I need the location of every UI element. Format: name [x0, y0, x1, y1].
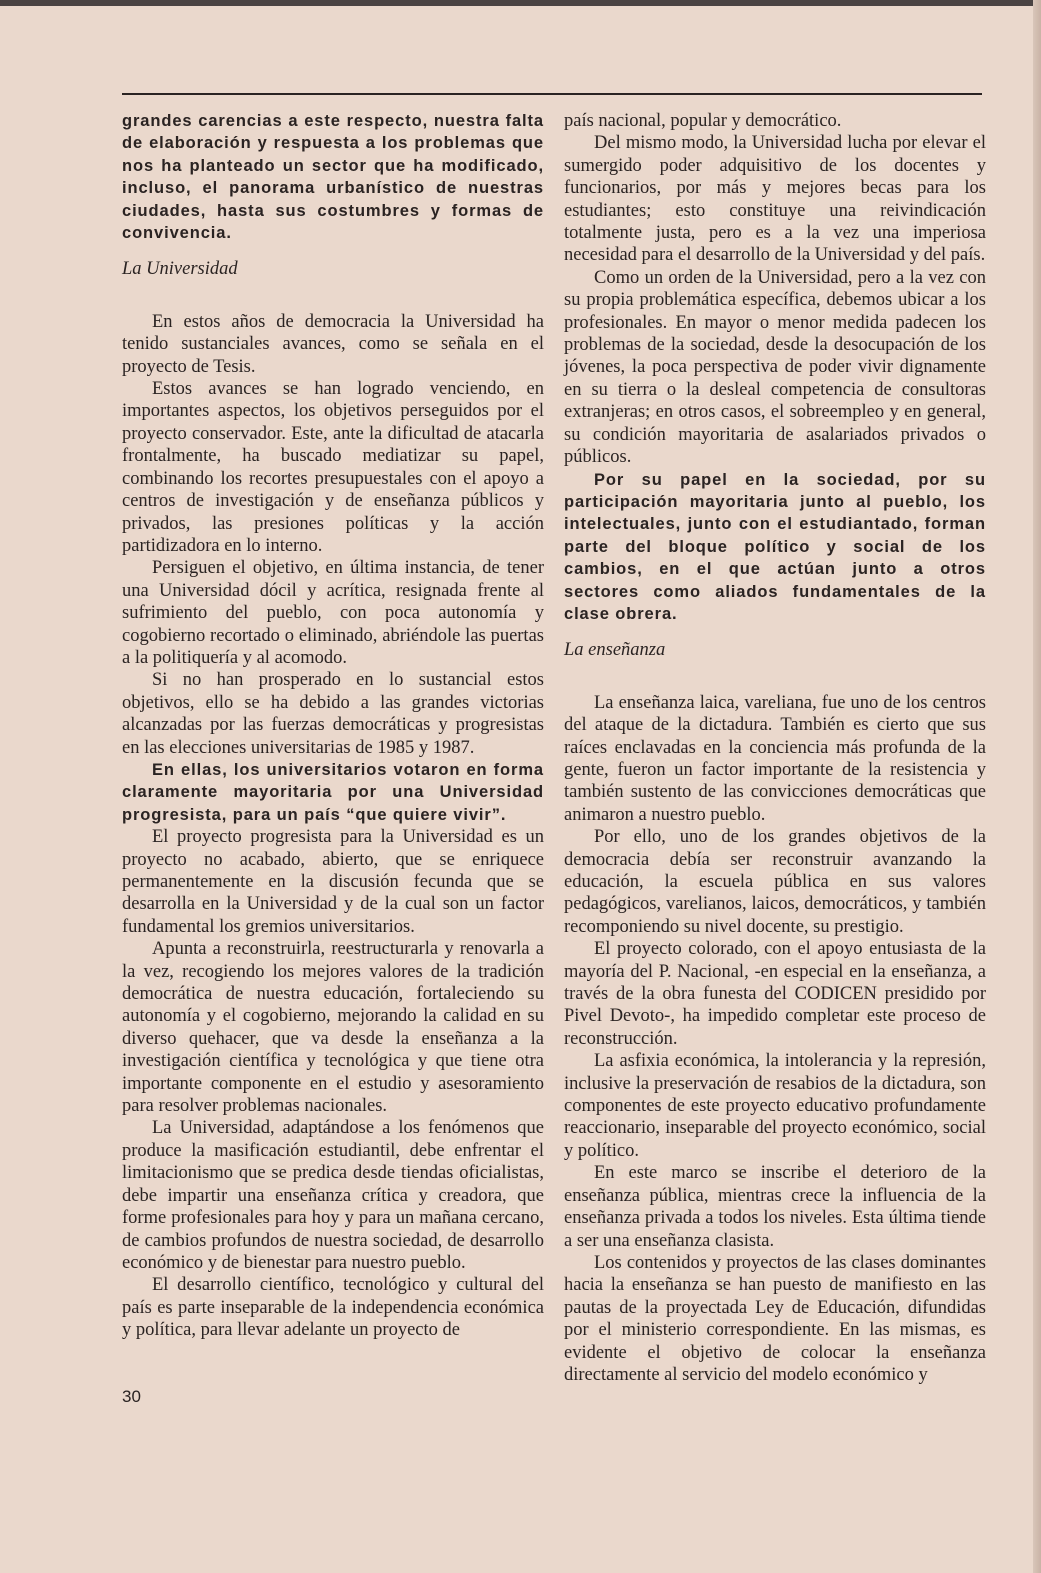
paragraph: La Universidad, adaptándose a los fenómenos que produce la masificación estudiantil, debe enfrentar el limitacionismo que se predica desde tiendas oficialistas, debe impartir una enseñanza crítica y creadora, que forme profesionales para hoy y para un mañana cercano, de cambios profundos de nuestra sociedad, de desarrollo económico y de bienestar para nuestro pueblo.	[122, 1118, 544, 1273]
paragraph: Por ello, uno de los grandes objetivos de la democracia debía ser reconstruir avanzando la educación, la escuela pública en sus valores pedagógicos, varelianos, laicos, democráticos, y también recomponiendo su nivel docente, su prestigio.	[564, 827, 986, 937]
paragraph: La enseñanza laica, vareliana, fue uno de los centros del ataque de la dictadura. También es cierto que sus raíces enclavadas en la conciencia más profunda de la gente, fueron un factor importante de la resistencia y también sustento de las convicciones democráticas que animaron a nuestro pueblo.	[564, 692, 986, 825]
section-heading: La Universidad	[122, 259, 238, 280]
paragraph: Como un orden de la Universidad, pero a la vez con su propia problemática específica, debemos ubicar a los profesionales. En mayor o menor medida padecen los problemas de la sociedad, desde la desocupación de los jóvenes, la poca perspectiva de poder vivir dignamente en su tierra o la desleal competencia de consultoras extranjeras; en otros casos, el sobreempleo y en general, su condición mayoritaria de asalariados privados o públicos.	[564, 267, 986, 468]
paragraph: En estos años de democracia la Universidad ha tenido sustanciales avances, como se señala en el proyecto de Tesis.	[122, 311, 544, 377]
left-column	[122, 110, 544, 1342]
paragraph: Apunta a reconstruirla, reestructurarla y renovarla a la vez, recogiendo los mejores valores de la tradición democrática de nuestra educación, fortaleciendo su autonomía y el cogobierno, mejorando la calidad en su diverso quehacer, que va desde la enseñanza a la investigación científica y tecnológica y que tiene otra importante componente en el estudio y asesoramiento para resolver problemas nacionales.	[122, 939, 544, 1117]
paragraph: El proyecto progresista para la Universidad es un proyecto no acabado, abierto, que se enriquece permanentemente en la discusión fecunda que se desarrolla en la Universidad y de la cual son un factor fundamental los gremios universitarios.	[122, 827, 544, 937]
paragraph: En este marco se inscribe el deterioro de la enseñanza pública, mientras crece la influencia de la enseñanza privada a todos los niveles. Esta última tiende a ser una enseñanza clasista.	[564, 1163, 986, 1251]
page-number: 30	[122, 1387, 141, 1406]
bold-paragraph: En ellas, los universitarios votaron en forma claramente mayoritaria por una Universidad progresista, para un país “que quiere vivir”.	[122, 760, 544, 824]
page-top-edge	[0, 0, 1041, 6]
page-right-edge	[1033, 0, 1041, 1573]
header-rule	[122, 93, 982, 95]
paragraph: Del mismo modo, la Universidad lucha por elevar el sumergido poder adquisitivo de los docentes y funcionarios, por más y mejores becas para los estudiantes; esto constituye una reivindicación totalmente justa, pero es a la vez una imperiosa necesidad para el desarrollo de la Universidad y del país.	[564, 133, 986, 266]
paragraph: Persiguen el objetivo, en última instancia, de tener una Universidad dócil y acrítica, resignada frente al sufrimiento del pueblo, con poca autonomía y cogobierno recortado o eliminado, abriéndole las puertas a la politiquería y al acomodo.	[122, 558, 544, 668]
bold-paragraph: grandes carencias a este respecto, nuestra falta de elaboración y respuesta a los problemas que nos ha planteado un sector que ha modificado, incluso, el panorama urbanístico de nuestras ciudades, hasta sus costumbres y formas de convivencia.	[122, 112, 544, 243]
paragraph: El proyecto colorado, con el apoyo entusiasta de la mayoría del P. Nacional, -en especial en la enseñanza, a través de la obra funesta del CODICEN presidido por Pivel Devoto-, ha impedido completar este proceso de reconstrucción.	[564, 939, 986, 1049]
paragraph: país nacional, popular y democrático.	[564, 111, 842, 131]
right-column	[564, 110, 986, 1386]
paragraph: La asfixia económica, la intolerancia y la represión, inclusive la preservación de resabios de la dictadura, son componentes de este proyecto educativo profundamente reaccionario, inseparable del proyecto económico, social y político.	[564, 1051, 986, 1161]
paragraph: El desarrollo científico, tecnológico y cultural del país es parte inseparable de la independencia económica y política, para llevar adelante un proyecto de	[122, 1275, 544, 1341]
bold-paragraph: Por su papel en la sociedad, por su participación mayoritaria junto al pueblo, los intelectuales, junto con el estudiantado, forman parte del bloque político y social de los cambios, en el que actúan junto a otros sectores como aliados fundamentales de la clase obrera.	[564, 470, 986, 623]
section-heading: La enseñanza	[564, 640, 666, 661]
paragraph: Los contenidos y proyectos de las clases dominantes hacia la enseñanza se han puesto de manifiesto en las pautas de la proyectada Ley de Educación, difundidas por el ministerio correspondiente. En las mismas, es evidente el objetivo de colocar la enseñanza directamente al servicio del modelo económico y	[564, 1252, 986, 1385]
paragraph: Si no han prosperado en lo sustancial estos objetivos, ello se ha debido a las grandes victorias alcanzadas por las fuerzas democráticas y progresistas en las elecciones universitarias de 1985 y 1987.	[122, 670, 544, 758]
paragraph: Estos avances se han logrado venciendo, en importantes aspectos, los objetivos perseguidos por el proyecto conservador. Este, ante la dificultad de atacarla frontalmente, ha buscado mediatizar su papel, combinando los recortes presupuestales con el apoyo a centros de investigación y de enseñanza públicos y privados, las presiones políticas y la acción partidizadora en lo interno.	[122, 379, 544, 556]
